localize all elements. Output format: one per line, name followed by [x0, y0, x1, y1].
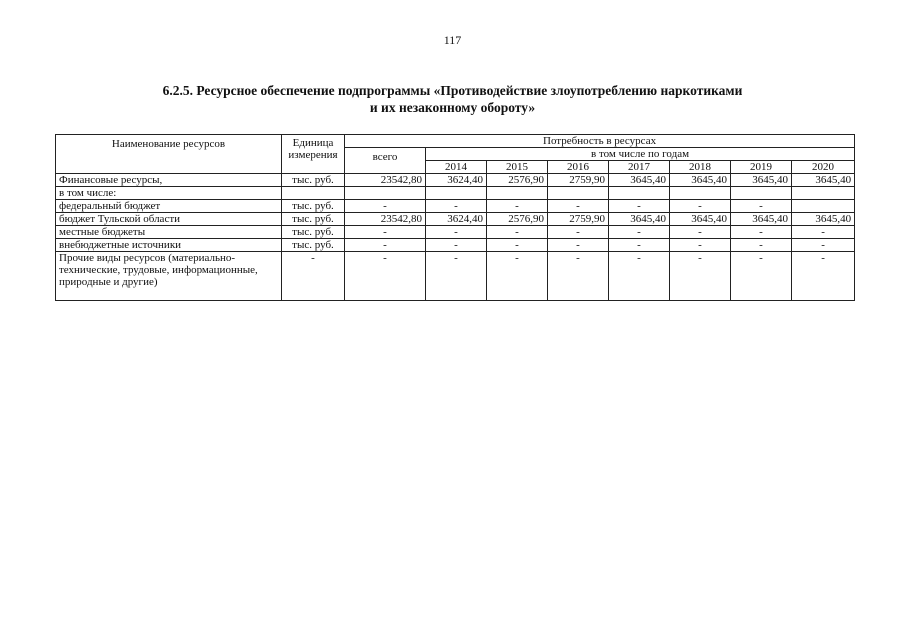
row-unit: тыс. руб. — [282, 213, 345, 226]
row-value: 3645,40 — [792, 213, 855, 226]
row-value: - — [670, 252, 731, 301]
heading-line-1: 6.2.5. Ресурсное обеспечение подпрограммы «Противодействие злоупотреблению наркотиками — [162, 83, 743, 98]
row-value — [548, 187, 609, 200]
row-unit: тыс. руб. — [282, 239, 345, 252]
row-name: федеральный бюджет — [56, 200, 282, 213]
header-resource-name: Наименование ресурсов — [56, 135, 282, 174]
header-unit: Единица измерения — [282, 135, 345, 174]
row-value: - — [487, 226, 548, 239]
row-value: 2576,90 — [487, 174, 548, 187]
row-value: - — [731, 200, 792, 213]
row-value: - — [609, 200, 670, 213]
header-year: 2018 — [670, 161, 731, 174]
row-value: - — [731, 239, 792, 252]
row-value: - — [548, 200, 609, 213]
header-year: 2016 — [548, 161, 609, 174]
row-value: 3645,40 — [731, 213, 792, 226]
table-row — [56, 187, 855, 200]
row-value: 3645,40 — [731, 174, 792, 187]
resource-table — [55, 134, 855, 301]
row-unit: - — [282, 252, 345, 301]
row-value: - — [609, 252, 670, 301]
row-value: - — [426, 226, 487, 239]
row-name: Прочие виды ресурсов (материально-технические, трудовые, информационные, природные и другие) — [56, 252, 282, 301]
row-total: - — [345, 239, 426, 252]
row-value: - — [426, 239, 487, 252]
row-value: - — [731, 226, 792, 239]
table-row — [56, 174, 855, 187]
row-value: - — [426, 252, 487, 301]
row-value: 2576,90 — [487, 213, 548, 226]
table-row — [56, 200, 855, 213]
page-number: 117 — [443, 33, 462, 47]
row-value: - — [548, 226, 609, 239]
header-year: 2020 — [792, 161, 855, 174]
row-unit: тыс. руб. — [282, 200, 345, 213]
row-value: - — [792, 239, 855, 252]
row-value — [792, 200, 855, 213]
row-value: 3624,40 — [426, 174, 487, 187]
row-value: - — [548, 252, 609, 301]
table-row — [56, 213, 855, 226]
header-year: 2019 — [731, 161, 792, 174]
row-value: - — [670, 239, 731, 252]
row-value: - — [487, 252, 548, 301]
row-value: 3645,40 — [609, 174, 670, 187]
heading-line-2: и их незаконному обороту» — [369, 100, 536, 115]
row-value: - — [609, 239, 670, 252]
row-total — [345, 187, 426, 200]
header-total: всего — [345, 148, 426, 174]
row-unit — [282, 187, 345, 200]
row-value — [731, 187, 792, 200]
row-total: - — [345, 226, 426, 239]
section-heading — [0, 82, 905, 116]
row-value — [609, 187, 670, 200]
row-value — [670, 187, 731, 200]
row-total: 23542,80 — [345, 213, 426, 226]
row-unit: тыс. руб. — [282, 226, 345, 239]
row-value: - — [487, 200, 548, 213]
row-value: - — [670, 226, 731, 239]
row-value: 2759,90 — [548, 213, 609, 226]
row-value — [792, 187, 855, 200]
row-value: - — [487, 239, 548, 252]
row-value: 3645,40 — [609, 213, 670, 226]
row-value: - — [548, 239, 609, 252]
row-name: местные бюджеты — [56, 226, 282, 239]
table-row — [56, 252, 855, 301]
row-value: - — [609, 226, 670, 239]
row-name: в том числе: — [56, 187, 282, 200]
table-row — [56, 239, 855, 252]
header-year: 2017 — [609, 161, 670, 174]
header-demand: Потребность в ресурсах — [345, 135, 855, 148]
row-name: Финансовые ресурсы, — [56, 174, 282, 187]
row-name: бюджет Тульской области — [56, 213, 282, 226]
row-total: - — [345, 200, 426, 213]
row-name: внебюджетные источники — [56, 239, 282, 252]
row-value: 3624,40 — [426, 213, 487, 226]
header-by-years: в том числе по годам — [426, 148, 855, 161]
row-total: - — [345, 252, 426, 301]
row-value: - — [792, 226, 855, 239]
row-value — [426, 187, 487, 200]
row-unit: тыс. руб. — [282, 174, 345, 187]
row-value: 2759,90 — [548, 174, 609, 187]
row-value: 3645,40 — [670, 213, 731, 226]
row-value: - — [426, 200, 487, 213]
row-value: - — [670, 200, 731, 213]
row-total: 23542,80 — [345, 174, 426, 187]
row-value: 3645,40 — [792, 174, 855, 187]
table-row — [56, 226, 855, 239]
row-value: 3645,40 — [670, 174, 731, 187]
row-value: - — [792, 252, 855, 301]
header-year: 2015 — [487, 161, 548, 174]
row-value — [487, 187, 548, 200]
row-value: - — [731, 252, 792, 301]
header-year: 2014 — [426, 161, 487, 174]
